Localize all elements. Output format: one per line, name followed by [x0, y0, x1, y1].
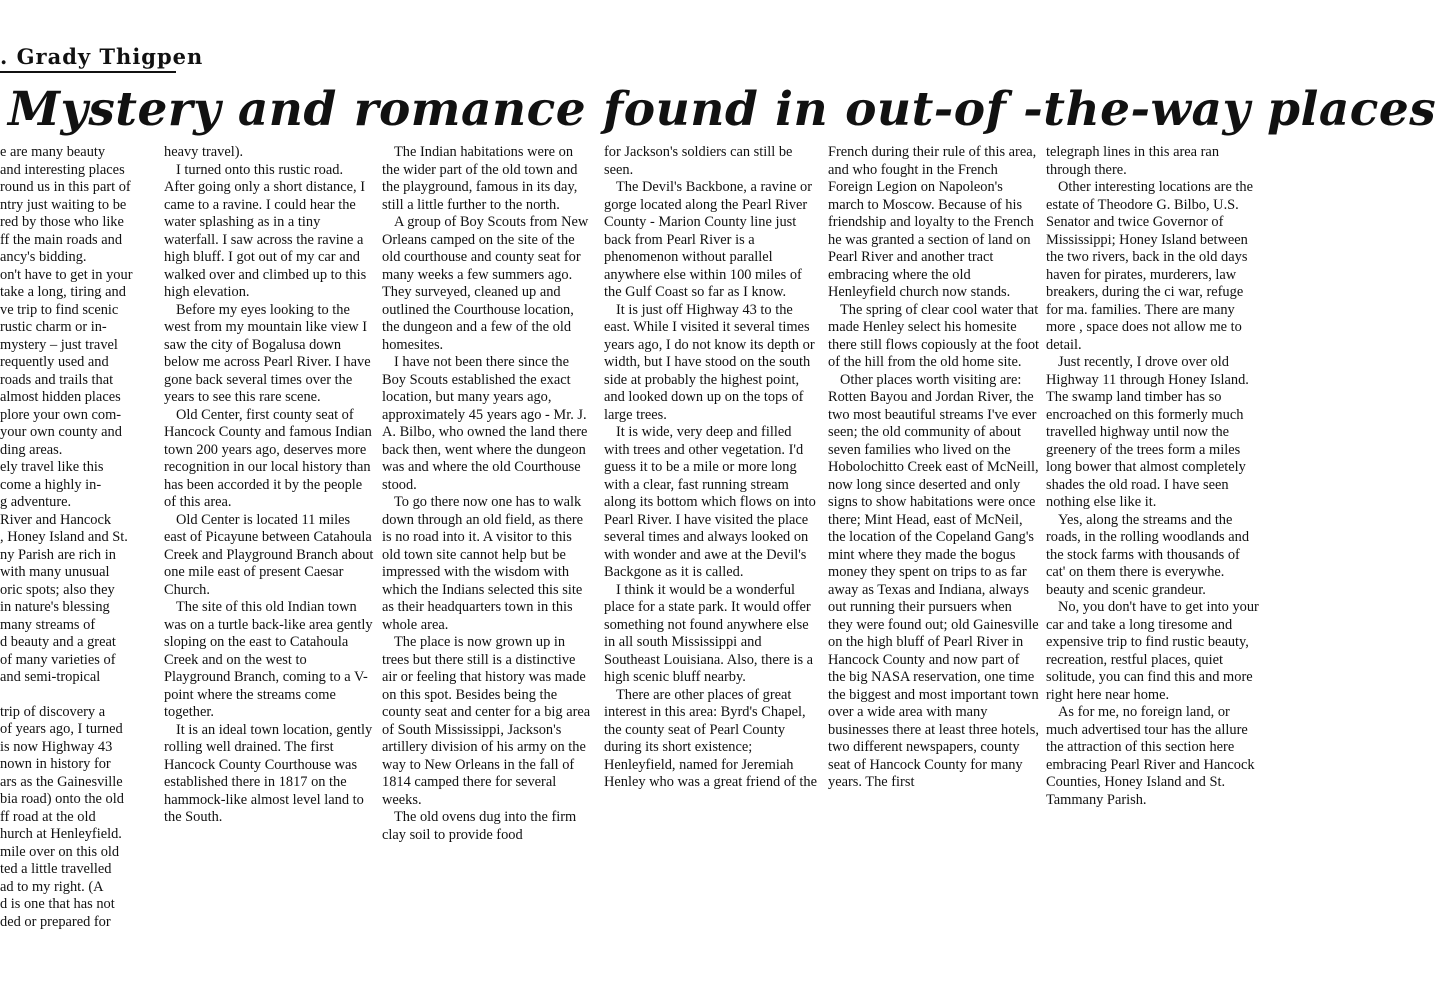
text-line: roads and trails that: [0, 371, 114, 388]
text-line: , Honey Island and St.: [0, 529, 128, 545]
paragraph: The site of this old Indian town was on a turtle back-like area gently sloping on the east to Catahoula Creek and on the west to Playground Branch, coming to a V-point where the streams come together.: [164, 599, 373, 720]
paragraph-gap: [0, 687, 160, 704]
text-line: River and Hancock: [0, 511, 112, 528]
text-line: oric spots; also they: [0, 581, 115, 598]
text-line: bia road) onto the old: [0, 791, 124, 807]
paragraph: The spring of clear cool water that made Henley select his homesite there still flows copiously at the foot of the hill from the old home site.: [828, 301, 1040, 370]
paragraph: I have not been there since the Boy Scouts established the exact location, but many years ago, approximately 45 years ago - Mr. J. A. Bilbo, who owned the land there back then, went where the dungeon was and where the old Courthouse stood.: [382, 354, 588, 493]
column-3: [382, 144, 592, 844]
paragraph: Just recently, I drove over old Highway 11 through Honey Island. The swamp land timber has so encroached on this formerly much travelled highway until now the greenery of the trees form a miles long bower that almost completely shades the old road. I have seen nothing else like it.: [1046, 354, 1249, 510]
paragraph: There are other places of great interest in this area: Byrd's Chapel, the county seat of Pearl County during its short existence; Henleyfield, named for Jeremiah Henley who was a great friend of the: [604, 686, 817, 790]
text-line: ff the main roads and: [0, 231, 123, 248]
text-line: and interesting places: [0, 161, 125, 178]
text-line: many streams of: [0, 616, 96, 633]
text-line: is now Highway 43: [0, 738, 113, 755]
paragraph: Other places worth visiting are: Rotten Bayou and Jordan River, the two most beautiful streams I've ever seen; the old community of about seven families who lived on the Hobolochitto Creek east of McNeill, now long since deserted and only signs to show habitations were once there; Mint Head, east of McNeil, the location of the Copeland Gang's mint where they made the bogus money they spent on trips to as far away as Texas and Indiana, always out running their pursuers when they were found out; old Gainesville on the high bluff of Pearl River in Hancock County and now part of the big NASA reservation, one time the biggest and most important town over a wide area with many businesses there at least three hotels, two different newspapers, county seat of Hancock County for many years. The first: [828, 371, 1039, 790]
paragraph: It is just off Highway 43 to the east. While I visited it several times years ago, I do not know its depth or width, but I have stood on the south side at probably the highest point, and looked down up on the tops of large trees.: [604, 301, 815, 423]
text-line: hurch at Henleyfield.: [0, 826, 122, 842]
text-line: round us in this part of: [0, 179, 131, 195]
headline: Mystery and romance found in out-of -the-way places: [8, 82, 1436, 137]
paragraph: It is wide, very deep and filled with trees and other vegetation. I'd guess it to be a mile or more long with a clear, fast running stream along its bottom which flows on into Pearl River. I have visited the place several times and always looked on with wonder and awe at the Devil's Backgone as it is called.: [604, 424, 816, 580]
paragraph: telegraph lines in this area ran through there.: [1046, 144, 1220, 178]
column-1: [0, 144, 160, 931]
text-line: g adventure.: [0, 494, 72, 510]
text-line: come a highly in-: [0, 476, 102, 493]
paragraph: Old Center, first county seat of Hancock County and famous Indian town 200 years ago, deserves more recognition in our local history than has been accorded it by the people of this area.: [164, 406, 372, 510]
paragraph: for Jackson's soldiers can still be seen.: [604, 144, 793, 178]
text-line: red by those who like: [0, 214, 124, 230]
paragraph: To go there now one has to walk down through an old field, as there is no road into it. A visitor to this old town site cannot help but be impressed with the wisdom with which the Indians selected this site as their headquarters town in this whole area.: [382, 494, 584, 633]
text-line: your own county and: [0, 424, 122, 440]
paragraph: The Indian habitations were on the wider part of the old town and the playground, famous in its day, still a little further to the north.: [382, 144, 578, 213]
text-line: take a long, tiring and: [0, 284, 126, 300]
text-line: requently used and: [0, 354, 109, 370]
column-6: [1046, 144, 1260, 809]
byline-rule: [0, 71, 176, 73]
text-line: mile over on this old: [0, 843, 120, 860]
text-line: d is one that has not: [0, 896, 115, 912]
text-line: ny Parish are rich in: [0, 546, 116, 563]
text-line: plore your own com-: [0, 406, 122, 423]
text-line: ely travel like this: [0, 459, 104, 475]
text-line: rustic charm or in-: [0, 319, 107, 335]
text-line: ancy's bidding.: [0, 249, 87, 265]
text-line: ad to my right. (A: [0, 878, 104, 895]
text-line: nown in history for: [0, 756, 111, 772]
text-line: ars as the Gainesville: [0, 773, 123, 790]
text-line: d beauty and a great: [0, 634, 116, 650]
paragraph: I think it would be a wonderful place for a state park. It would offer something not found anywhere else in all south Mississippi and Southeast Louisiana. Also, there is a high scenic bluff nearby.: [604, 581, 814, 685]
text-line: of many varieties of: [0, 651, 116, 668]
text-line: ted a little travelled: [0, 861, 112, 877]
byline: . Grady Thigpen: [0, 44, 204, 69]
column-2: [164, 144, 376, 827]
text-line: ntry just waiting to be: [0, 196, 127, 213]
paragraph: Yes, along the streams and the roads, in the rolling woodlands and the stock farms with thousands of cat' on them there is everywhe. beauty and scenic grandeur.: [1046, 511, 1250, 598]
text-line: mystery – just travel: [0, 336, 118, 353]
paragraph: Before my eyes looking to the west from my mountain like view I saw the city of Bogalusa down below me across Pearl River. I have gone back several times over the years to see this rare scene.: [164, 301, 371, 405]
text-line: in nature's blessing: [0, 599, 110, 615]
text-line: ding areas.: [0, 441, 63, 458]
text-line: ve trip to find scenic: [0, 301, 119, 318]
text-line: and semi-tropical: [0, 669, 101, 685]
text-line: of years ago, I turned: [0, 721, 123, 737]
text-line: on't have to get in your: [0, 266, 133, 283]
paragraph: heavy travel).: [164, 144, 244, 160]
paragraph: A group of Boy Scouts from New Orleans camped on the site of the old courthouse and county seat for many weeks a few summers ago. They surveyed, cleaned up and outlined the Courthouse location, the dungeon and a few of the old homesites.: [382, 214, 589, 353]
paragraph: I turned onto this rustic road. After going only a short distance, I came to a ravine. I could hear the water splashing as in a tiny waterfall. I saw across the ravine a high bluff. I got out of my car and walked over and climbed up to this high elevation.: [164, 161, 367, 300]
paragraph: Other interesting locations are the estate of Theodore G. Bilbo, U.S. Senator and twice Governor of Mississippi; Honey Island between the two rivers, back in the old days haven for pirates, murderers, law breakers, during the ci war, refuge for ma. families. There are many more , space does not allow me to detail.: [1046, 179, 1254, 353]
paragraph: As for me, no foreign land, or much advertised tour has the allure the attraction of this section here embracing Pearl River and Hancock Counties, Honey Island and St. Tammany Parish.: [1046, 704, 1255, 808]
paragraph: French during their rule of this area, and who fought in the French Foreign Legion on Napoleon's march to Moscow. Because of his friendship and loyalty to the French he was granted a section of land on Pearl River and another tract embracing where the old Henleyfield church now stands.: [828, 144, 1037, 300]
paragraph: The old ovens dug into the firm clay soil to provide food: [382, 809, 577, 843]
text-line: trip of discovery a: [0, 703, 106, 720]
column-5: [828, 144, 1040, 792]
text-line: almost hidden places: [0, 389, 121, 405]
paragraph: The place is now grown up in trees but there still is a distinctive air or feeling that history was made on this spot. Besides being the county seat and center for a big area of South Mississippi, Jackson's artillery division of his army on the way to New Orleans in the fall of 1814 camped there for several weeks.: [382, 634, 591, 808]
text-line: ded or prepared for: [0, 913, 111, 930]
text-line: ff road at the old: [0, 808, 96, 825]
paragraph: Old Center is located 11 miles east of Picayune between Catahoula Creek and Playground Branch about one mile east of present Caesar Church.: [164, 511, 374, 598]
paragraph: It is an ideal town location, gently rolling well drained. The first Hancock County Courthouse was established there in 1817 on the hammock-like almost level land to the South.: [164, 721, 373, 825]
paragraph: No, you don't have to get into your car and take a long tiresome and expensive trip to find rustic beauty, recreation, restful places, quiet solitude, you can find this and more right here near home.: [1046, 599, 1259, 703]
text-line: with many unusual: [0, 564, 110, 580]
paragraph: The Devil's Backbone, a ravine or gorge located along the Pearl River County - Marion County line just back from Pearl River is a phenomenon without parallel anywhere else within 100 miles of the Gulf Coast so far as I know.: [604, 179, 812, 300]
text-line: e are many beauty: [0, 144, 106, 160]
column-4: [604, 144, 818, 792]
